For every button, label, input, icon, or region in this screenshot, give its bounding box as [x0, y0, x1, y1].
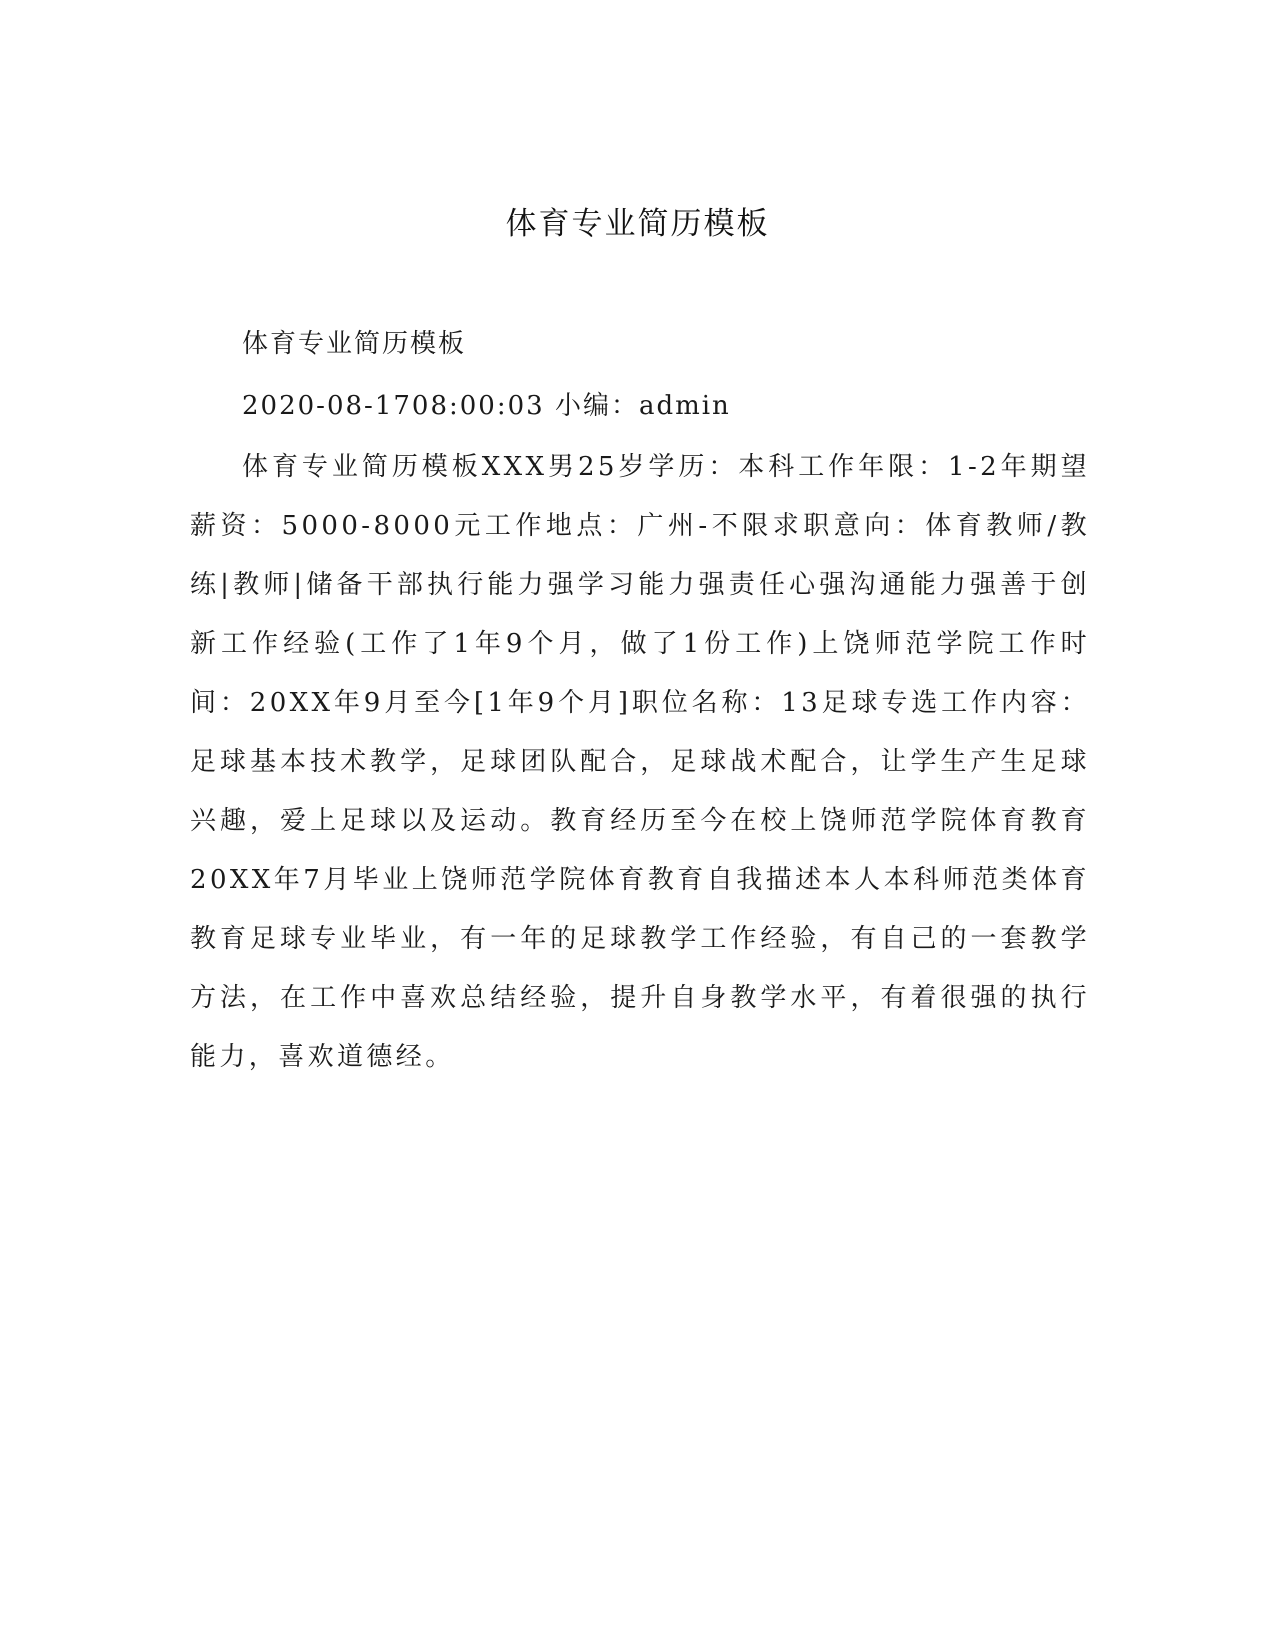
document-title: 体育专业简历模板: [505, 206, 770, 242]
document-body: [190, 328, 1090, 1117]
meta-line: 2020-08-1708:00:03 小编：admin: [242, 391, 731, 421]
subtitle-paragraph: 体育专业简历模板: [242, 329, 467, 359]
resume-body-paragraph: 体育专业简历模板XXX男25岁学历：本科工作年限：1-2年期望薪资：5000-8000元工作地点：广州-不限求职意向：体育教师/教练|教师|储备干部执行能力强学习能力强责任心强沟通能力强善于创新工作经验(工作了1年9个月，做了1份工作)上饶师范学院工作时间：20XX年9月至今[1年9个月]职位名称：13足球专选工作内容：足球基本技术教学，足球团队配合，足球战术配合，让学生产生足球兴趣，爱上足球以及运动。教育经历至今在校上饶师范学院体育教育20XX年7月毕业上饶师范学院体育教育自我描述本人本科师范类体育教育足球专业毕业，有一年的足球教学工作经验，有自己的一套教学方法，在工作中喜欢总结经验，提升自身教学水平，有着很强的执行能力，喜欢道德经。: [190, 452, 1090, 1072]
